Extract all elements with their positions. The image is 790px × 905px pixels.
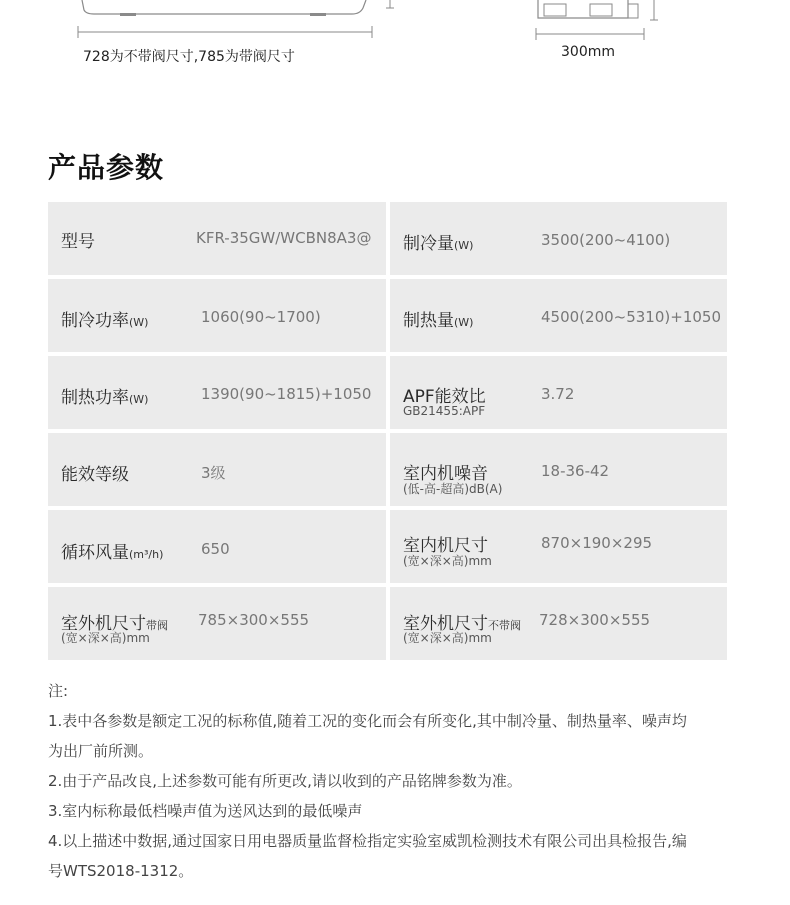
spec-cell-heating-capacity	[390, 279, 727, 352]
spec-label: 型号	[61, 232, 95, 252]
spec-cell-cooling-capacity	[390, 202, 727, 275]
spec-cell-indoor-size	[390, 510, 727, 583]
spec-sublabel: (宽×深×高)mm	[403, 631, 492, 645]
spec-cell-apf	[390, 356, 727, 429]
unit-front-outline	[70, 0, 410, 20]
spec-value: 3500(200~4100)	[541, 231, 671, 249]
spec-value: 650	[201, 540, 230, 558]
spec-cell-efficiency-grade	[48, 433, 386, 506]
spec-label: 室外机尺寸不带阀	[403, 614, 521, 634]
spec-label: 制冷功率(W)	[61, 311, 149, 331]
note-line: 为出厂前所测。	[48, 742, 154, 760]
note-line: 3.室内标称最低档噪声值为送风达到的最低噪声	[48, 802, 363, 820]
width-dimension-line	[70, 24, 380, 40]
dimension-caption-left: 728为不带阀尺寸,785为带阀尺寸	[83, 49, 295, 65]
spec-cell-airflow	[48, 510, 386, 583]
spec-cell-outdoor-size-with-valve	[48, 587, 386, 660]
dimension-caption-right: 300mm	[561, 44, 615, 60]
spec-sublabel: GB21455:APF	[403, 404, 486, 418]
spec-cell-model	[48, 202, 386, 275]
spec-label: 制热量(W)	[403, 311, 474, 331]
notes-heading: 注:	[48, 682, 69, 700]
spec-value: 1390(90~1815)+1050	[201, 385, 372, 403]
spec-label: 室外机尺寸带阀	[61, 614, 168, 634]
spec-cell-cooling-power	[48, 279, 386, 352]
spec-value: 3级	[201, 464, 226, 482]
spec-value: 728×300×555	[539, 611, 651, 629]
spec-label: 室内机尺寸	[403, 536, 488, 556]
note-line: 2.由于产品改良,上述参数可能有所更改,请以收到的产品铭牌参数为准。	[48, 772, 522, 790]
spec-sublabel: (宽×深×高)mm	[403, 554, 492, 568]
note-line: 号WTS2018-1312。	[48, 862, 194, 880]
spec-cell-heating-power	[48, 356, 386, 429]
spec-sublabel: (低-高-超高)dB(A)	[403, 482, 503, 496]
spec-label: 能效等级	[61, 465, 129, 485]
unit-side-outline	[528, 0, 668, 26]
spec-label: 制热功率(W)	[61, 388, 149, 408]
note-line: 1.表中各参数是额定工况的标称值,随着工况的变化而会有所变化,其中制冷量、制热量率、噪声均	[48, 712, 687, 730]
spec-value: 785×300×555	[198, 611, 310, 629]
spec-label: APF能效比	[403, 387, 486, 407]
spec-value: 18-36-42	[541, 462, 610, 480]
notes	[48, 676, 748, 886]
depth-dimension-line	[528, 26, 658, 42]
spec-value: 3.72	[541, 385, 575, 403]
spec-value: 4500(200~5310)+1050	[541, 308, 721, 326]
spec-value: 1060(90~1700)	[201, 308, 321, 326]
spec-cell-outdoor-size-without-valve	[390, 587, 727, 660]
spec-label: 制冷量(W)	[403, 234, 474, 254]
spec-label: 循环风量(m³/h)	[61, 543, 164, 563]
spec-label: 室内机噪音	[403, 464, 488, 484]
note-line: 4.以上描述中数据,通过国家日用电器质量监督检指定实验室威凯检测技术有限公司出具检报告,编	[48, 832, 687, 850]
section-title: 产品参数	[48, 151, 165, 184]
spec-sublabel: (宽×深×高)mm	[61, 631, 150, 645]
spec-cell-indoor-noise	[390, 433, 727, 506]
spec-value: 870×190×295	[541, 534, 653, 552]
spec-value: KFR-35GW/WCBN8A3@	[196, 229, 372, 247]
